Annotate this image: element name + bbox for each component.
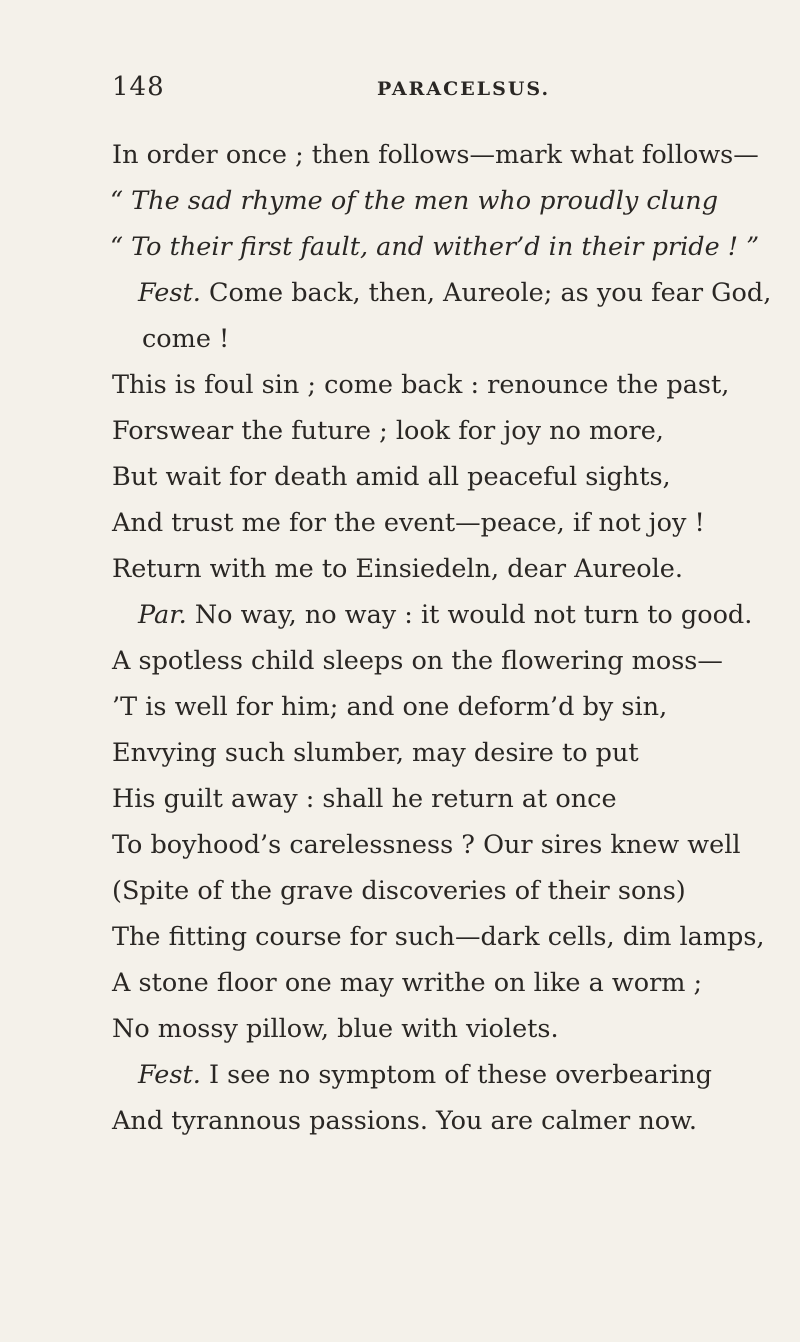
verse-line: His guilt away : shall he return at once — [112, 784, 617, 814]
page-number: 148 — [112, 72, 165, 102]
verse-line: Envying such slumber, may desire to put — [112, 738, 639, 768]
verse-line: ’T is well for him; and one deform’d by sin, — [112, 692, 668, 722]
running-title: PARACELSUS. — [377, 78, 551, 100]
verse-text: Come back, then, Aureole; as you fear God, — [200, 278, 772, 308]
verse-text: No way, no way : it would not turn to good. — [186, 600, 753, 630]
verse-line: And trust me for the event—peace, if not joy ! — [112, 508, 705, 538]
verse-line: “ To their first fault, and wither’d in their pride ! ” — [110, 232, 760, 262]
verse-line: Return with me to Einsiedeln, dear Aureole. — [112, 554, 683, 584]
speaker-label: Par. — [138, 600, 187, 630]
verse-line: Forswear the future ; look for joy no more, — [112, 416, 664, 446]
verse-line: But wait for death amid all peaceful sights, — [112, 462, 671, 492]
verse-line: And tyrannous passions. You are calmer now. — [112, 1106, 698, 1136]
verse-line: A stone floor one may writhe on like a worm ; — [112, 968, 703, 998]
speaker-label: Fest. — [138, 1060, 201, 1090]
verse-line — [138, 600, 752, 630]
verse-line: The fitting course for such—dark cells, dim lamps, — [112, 922, 765, 952]
verse-line: This is foul sin ; come back : renounce the past, — [112, 370, 730, 400]
verse-line: To boyhood’s carelessness ? Our sires knew well — [112, 830, 741, 860]
verse-line: No mossy pillow, blue with violets. — [112, 1014, 559, 1044]
verse-line — [138, 1060, 712, 1090]
verse-line: (Spite of the grave discoveries of their sons) — [112, 876, 686, 906]
verse-line: In order once ; then follows—mark what follows— — [112, 140, 759, 170]
verse-line: “ The sad rhyme of the men who proudly clung — [110, 186, 719, 216]
page-header — [112, 72, 732, 112]
verse-text: I see no symptom of these overbearing — [200, 1060, 712, 1090]
verse-line: A spotless child sleeps on the flowering moss— — [112, 646, 723, 676]
verse-line — [138, 278, 771, 308]
speaker-label: Fest. — [138, 278, 201, 308]
verse-line: come ! — [142, 324, 230, 354]
